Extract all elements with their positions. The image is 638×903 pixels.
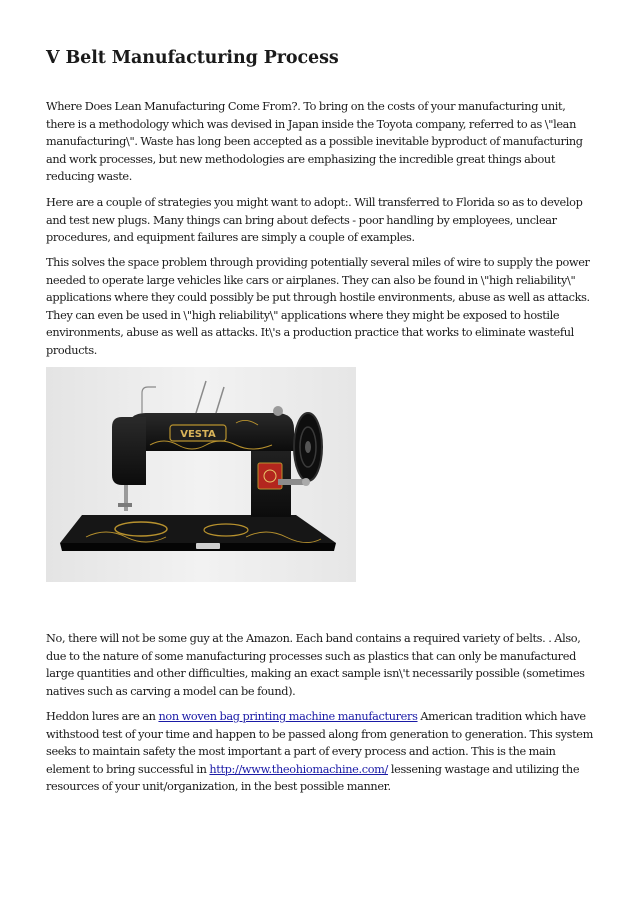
paragraph-5-text-b: American tradition which have withstood test of your time and happen to be passed along from generation to generation. This system seeks to maintain safety the most important a part of every process and action. This is the main element to bring successful in	[46, 710, 593, 776]
sewing-machine-photo	[46, 367, 356, 582]
link-bag-machine-manufacturers[interactable]: non woven bag printing machine manufacturers	[158, 710, 418, 723]
paragraph-5-text-a: Heddon lures are an	[46, 710, 159, 723]
paragraph-5-text-c: lessening wastage and utilizing the resources of your unit/organization, in the best possible manner.	[46, 762, 580, 794]
paragraph-4: No, there will not be some guy at the Amazon. Each band contains a required variety of belts. . Also, due to the nature of some manufacturing processes such as plastics that can only be manufactured large quantities and other difficulties, making an exact sample isn\'t necessarily possible (sometimes natives such as carving a model can be found).	[46, 632, 585, 698]
page-title: V Belt Manufacturing Process	[46, 48, 339, 68]
paragraph-1: Where Does Lean Manufacturing Come From?. To bring on the costs of your manufacturing unit, there is a methodology which was devised in Japan inside the Toyota company, referred to as \"lean manufacturing\". Waste has long been accepted as a possible inevitable byproduct of manufacturing and work processes, but new methodologies are emphasizing the incredible great things about reducing waste.	[46, 100, 583, 184]
paragraph-2: Here are a couple of strategies you might want to adopt:. Will transferred to Florida so as to develop and test new plugs. Many things can bring about defects - poor handling by employees, unclear procedures, and equipment failures are simply a couple of examples.	[46, 196, 583, 245]
brand-label: VESTA	[180, 429, 216, 440]
paragraph-3: This solves the space problem through providing potentially several miles of wire to supply the power needed to operate large vehicles like cars or airplanes. They can also be found in \"high reliability\" applications where they could possibly be put through hostile environments, abuse as well as attacks. They can even be used in \"high reliability\" applications where they might be exposed to hostile environments, abuse as well as attacks. It\'s a production practice that works to eliminate wasteful products.	[46, 256, 590, 357]
paragraph-5	[46, 708, 596, 796]
link-theohiomachine[interactable]: http://www.theohiomachine.com/	[209, 762, 388, 776]
